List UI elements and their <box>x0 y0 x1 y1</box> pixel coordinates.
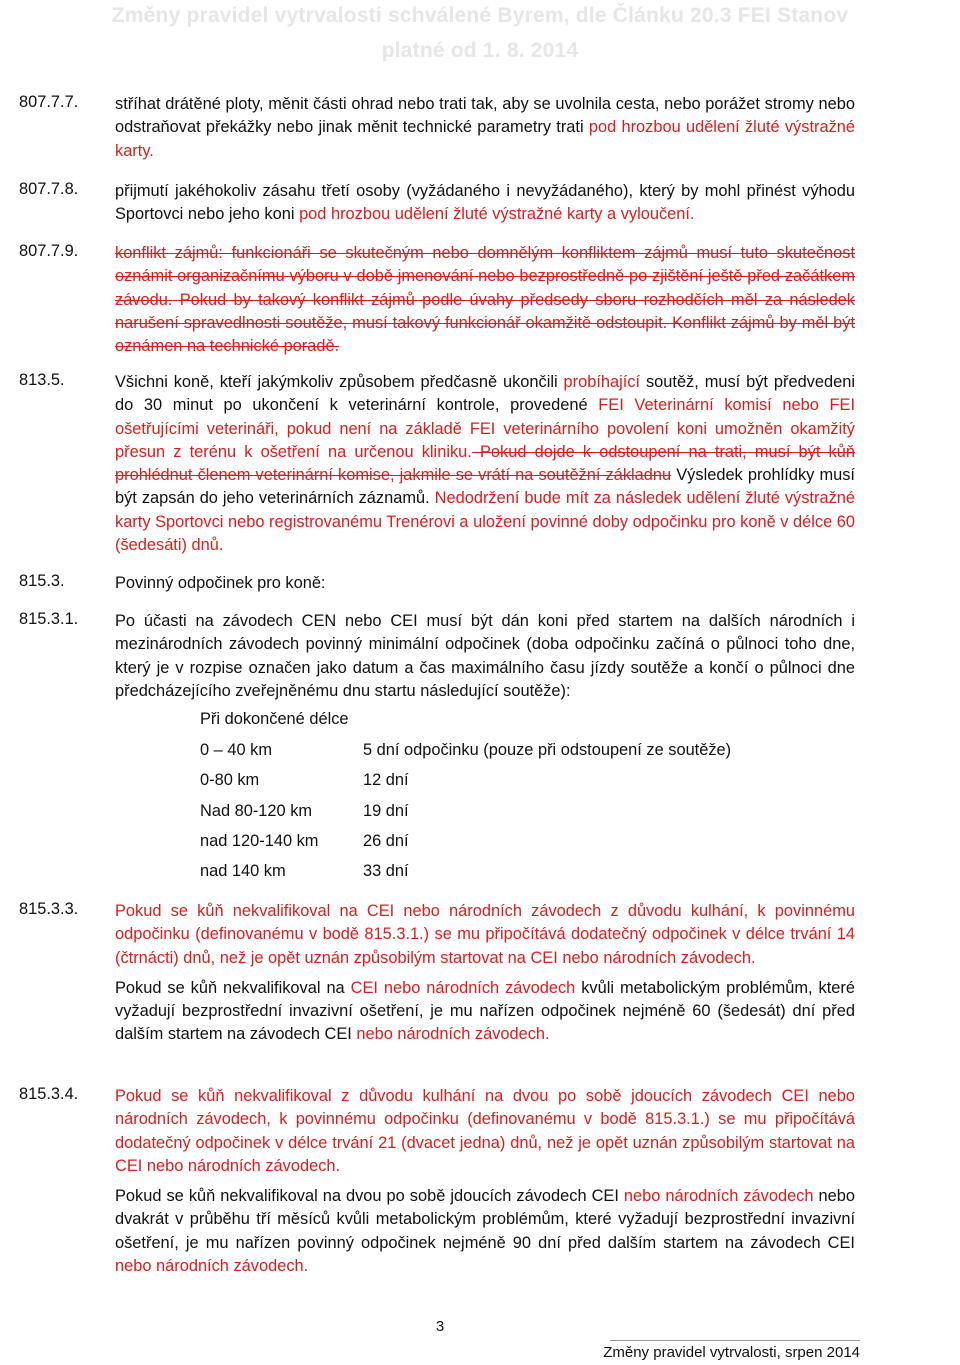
text-run: Povinný odpočinek pro koně: <box>115 574 326 592</box>
article-number: 813.5. <box>19 371 65 389</box>
article-813-5 <box>19 371 855 557</box>
page-number: 3 <box>435 1318 445 1335</box>
amended-text-run: probíhající <box>563 373 641 391</box>
table-row <box>200 771 731 801</box>
article-text-deleted <box>115 242 855 358</box>
amended-text-run: Pokud se kůň nekvalifikoval z důvodu kulhání na dvou po sobě jdoucích závodech CEI nebo národních závodech, k povinnému odpočinku (definovanému v bodě 815.3.1.) se mu připočítává dodatečný odpočinek v délce trvání 21 (dvacet jedna) dnů, než je opět uznán způsobilým startovat na CEI nebo národních závodech. <box>115 1087 855 1175</box>
amended-text-run: pod hrozbou udělení žluté výstražné karty. <box>115 118 856 160</box>
article-number: 815.3.3. <box>19 900 79 918</box>
rest-cell: 19 dní <box>363 801 409 820</box>
deleted-text-run: Pokud dojde k odstoupení na trati, musí být kůň prohlédnut členem veterinární komise, jakmile se vrátí na soutěžní základnu <box>115 442 855 485</box>
document-header-date: platné od 1. 8. 2014 <box>381 39 579 62</box>
article-number: 807.7.7. <box>19 93 79 111</box>
table-row <box>200 832 731 862</box>
rest-table <box>200 741 731 892</box>
text-run: stříhat drátěné ploty, měnit části ohrad nebo trati tak, aby se uvolnila cesta, nebo porážet stromy nebo odstraňovat překážky nebo jinak měnit technické parametry trati <box>115 95 855 137</box>
text-run: nebo dvakrát v průběhu tří měsíců kvůli metabolickým problémům, které vyžadují bezprostřední invazivní ošetření, je mu nařízen povinný odpočinek nejméně 90 dní před dalším startem na závodech CEI <box>115 1187 855 1252</box>
text-run: Výsledek prohlídky musí být zapsán do jeho veterinárních záznamů. <box>115 466 855 508</box>
article-number: 815.3.4. <box>19 1085 79 1103</box>
distance-cell: nad 120-140 km <box>200 831 319 850</box>
text-run: Všichni koně, kteří jakýmkoliv způsobem předčasně ukončili <box>115 373 564 391</box>
article-text <box>115 93 855 163</box>
rest-cell: 33 dní <box>363 862 409 881</box>
text-run: kvůli metabolickým problémům, které vyžadují bezprostřední invazivní ošetření, je mu nařízen odpočinek nejméně 60 (šedesát) dní před dalším startem na závodech CEI <box>115 978 855 1044</box>
footer-divider <box>610 1340 860 1341</box>
article-number: 815.3. <box>19 572 65 590</box>
amended-text-run: nebo národních závodech. <box>351 1025 550 1044</box>
article-815-3 <box>19 572 855 595</box>
text-run: Pokud se kůň nekvalifikoval na <box>115 978 351 997</box>
amended-text-run: Nedodržení bude mít za následek udělení žluté výstražné karty Sportovci nebo registrovanému Trenérovi a uložení povinné doby odpočinku pro koně v délce 60 (šedesáti) dnů. <box>115 489 855 555</box>
article-text <box>115 180 855 227</box>
amended-text-run: nebo národních závodech <box>618 1187 814 1206</box>
rest-cell: 12 dní <box>363 771 409 790</box>
article-807-7-8 <box>19 180 855 227</box>
article-text <box>115 977 855 1047</box>
table-row <box>200 862 731 892</box>
article-number: 815.3.1. <box>19 610 79 628</box>
article-text <box>115 371 855 557</box>
article-text <box>115 610 855 703</box>
amended-text-run: CEI nebo národních závodech <box>350 978 576 997</box>
article-815-3-3 <box>19 900 855 1047</box>
footer-text: Změny pravidel vytrvalosti, srpen 2014 <box>603 1344 860 1361</box>
article-text <box>115 1185 855 1278</box>
text-run: Pokud se kůň nekvalifikoval na dvou po sobě jdoucích závodech CEI <box>115 1187 619 1206</box>
article-815-3-1 <box>19 610 855 703</box>
article-807-7-9 <box>19 242 855 358</box>
article-807-7-7 <box>19 93 855 163</box>
rest-cell: 26 dní <box>363 831 409 850</box>
article-number: 807.7.9. <box>19 242 79 260</box>
distance-cell: 0 – 40 km <box>200 741 272 759</box>
text-run: soutěž, musí být předvedeni do 30 minut po ukončení k veterinární kontrole, provedené <box>115 373 855 415</box>
article-text <box>115 572 855 595</box>
rest-cell: 5 dní odpočinku (pouze při odstoupení ze soutěže) <box>363 741 732 759</box>
article-815-3-4 <box>19 1085 855 1278</box>
text-run: Po účasti na závodech CEN nebo CEI musí být dán koni před startem na dalších národních i mezinárodních závodech povinný minimální odpočinek (doba odpočinku začíná o půlnoci toho dne, který je v rozpise označen jako datum a čas maximálního času jízdy soutěže a končí o půlnoci dne předcházejícího zveřejněnému dnu startu následující soutěže): <box>115 612 855 700</box>
article-number: 807.7.8. <box>19 180 79 198</box>
deleted-text-run: konflikt zájmů: funkcionáři se skutečným nebo domnělým konfliktem zájmů musí tuto skutečnost oznámit organizačnímu výboru v době jmenování nebo bezprostředně po zjištění ještě před začátkem závodu. <box>115 244 855 309</box>
article-text <box>115 1085 855 1178</box>
text-run: přijmutí jakéhokoliv zásahu třetí osoby (vyžádaného i nevyžádaného), který by mohl přinést výhodu Sportovci nebo jeho koni <box>115 182 855 224</box>
rest-table-heading: Při dokončené délce <box>200 710 349 728</box>
deleted-text-run: Pokud by takový konflikt zájmů podle úvahy předsedy sboru rozhodčích měl za následek narušení spravedlnosti soutěže, musí takový funkcionář okamžitě odstoupit. Konflikt zájmů by měl být oznámen na technické poradě. <box>115 290 855 356</box>
amended-text-run: nebo národních závodech. <box>115 1257 309 1276</box>
document-header-title: Změny pravidel vytrvalosti schválené Byrem, dle Článku 20.3 FEI Stanov <box>111 4 849 27</box>
distance-cell: 0-80 km <box>200 771 260 790</box>
amended-text-run: FEI Veterinární komisí nebo FEI ošetřujícími veterináři, pokud není na základě FEI veterinárního povolení koni umožněn okamžitý přesun z terénu k ošetření na určenou kliniku. <box>115 396 855 461</box>
article-text <box>115 900 855 970</box>
distance-cell: Nad 80-120 km <box>200 801 313 820</box>
amended-text-run: Pokud se kůň nekvalifikoval na CEI nebo národních závodech z důvodu kulhání, k povinnému odpočinku (definovanému v bodě 815.3.1.) se mu připočítává dodatečný odpočinek v délce trvání 14 (čtrnácti) dnů, než je opět uznán způsobilým startovat na CEI nebo národních závodech. <box>115 902 855 967</box>
table-row <box>200 802 731 832</box>
table-row <box>200 741 731 771</box>
distance-cell: nad 140 km <box>200 862 286 881</box>
amended-text-run: pod hrozbou udělení žluté výstražné karty a vyloučení. <box>294 205 695 224</box>
